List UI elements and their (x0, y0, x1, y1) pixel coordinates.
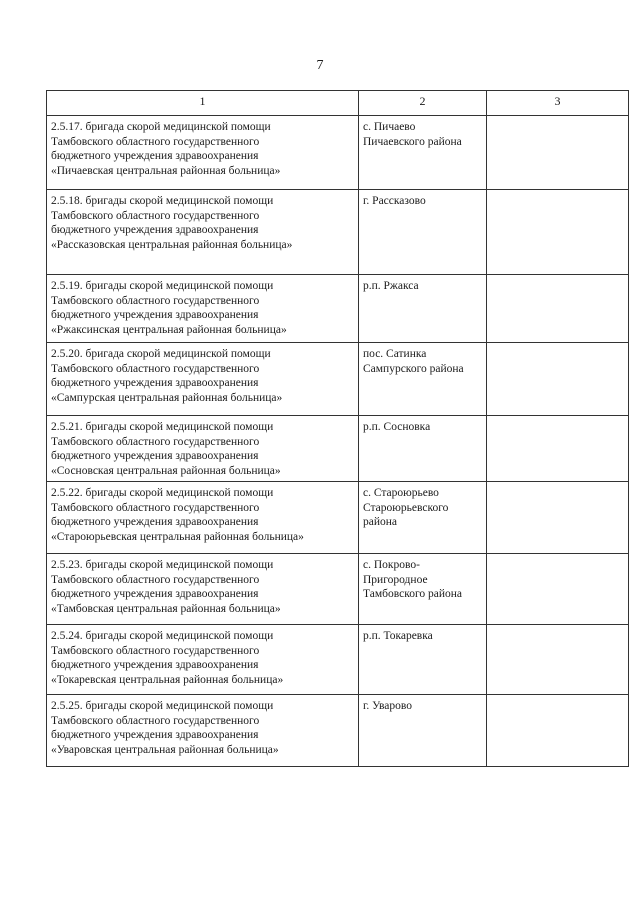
table-row (47, 275, 629, 343)
location-text: с. Покрово- Пригородное Тамбовского района (363, 559, 463, 601)
location-text: с. Пичаево Пичаевского района (363, 121, 462, 148)
table-row (47, 190, 629, 275)
location-text: с. Староюрьево Староюрьевского района (363, 487, 449, 529)
cell-location (359, 695, 487, 767)
cell-location (359, 482, 487, 554)
location-text: р.п. Ржакса (363, 280, 419, 292)
brigade-name-text: 2.5.24. бригады скорой медицинской помощи Тамбовского областного государственного бюджетного учреждения здравоохранения «Токаревская центральная районная больница» (51, 630, 284, 686)
cell-brigade-name (47, 343, 359, 416)
table-row (47, 695, 629, 767)
cell-brigade-name (47, 416, 359, 482)
brigade-name-text: 2.5.19. бригады скорой медицинской помощи Тамбовского областного государственного бюджетного учреждения здравоохранения «Ржаксинская центральная районная больница» (51, 280, 287, 336)
cell-location (359, 554, 487, 625)
location-text: г. Рассказово (363, 195, 426, 207)
location-text: р.п. Сосновка (363, 421, 431, 433)
cell-column-3 (487, 343, 629, 416)
cell-column-3 (487, 416, 629, 482)
brigade-name-text: 2.5.25. бригады скорой медицинской помощи Тамбовского областного государственного бюджетного учреждения здравоохранения «Уваровская центральная районная больница» (51, 700, 279, 756)
table-row (47, 625, 629, 695)
brigade-name-text: 2.5.18. бригады скорой медицинской помощи Тамбовского областного государственного бюджетного учреждения здравоохранения «Рассказовская центральная районная больница» (51, 195, 293, 251)
cell-location (359, 190, 487, 275)
cell-location (359, 416, 487, 482)
cell-brigade-name (47, 554, 359, 625)
brigade-name-text: 2.5.17. бригада скорой медицинской помощи Тамбовского областного государственного бюджетного учреждения здравоохранения «Пичаевская центральная районная больница» (51, 121, 281, 177)
cell-column-3 (487, 554, 629, 625)
table-row (47, 554, 629, 625)
page-number: 7 (316, 58, 324, 73)
table-row (47, 116, 629, 190)
cell-column-3 (487, 275, 629, 343)
cell-brigade-name (47, 116, 359, 190)
cell-column-3 (487, 625, 629, 695)
column-header-2: 2 (359, 91, 487, 116)
column-header-3: 3 (487, 91, 629, 116)
cell-location (359, 116, 487, 190)
cell-column-3 (487, 482, 629, 554)
table-row (47, 343, 629, 416)
brigade-name-text: 2.5.21. бригады скорой медицинской помощи Тамбовского областного государственного бюджетного учреждения здравоохранения «Сосновская центральная районная больница» (51, 421, 281, 477)
location-text: р.п. Токаревка (363, 630, 433, 642)
cell-brigade-name (47, 190, 359, 275)
location-text: пос. Сатинка Сампурского района (363, 348, 464, 375)
brigade-name-text: 2.5.20. бригада скорой медицинской помощи Тамбовского областного государственного бюджетного учреждения здравоохранения «Сампурская центральная районная больница» (51, 348, 283, 404)
cell-column-3 (487, 695, 629, 767)
cell-column-3 (487, 116, 629, 190)
table-body (47, 116, 629, 767)
cell-location (359, 275, 487, 343)
brigade-name-text: 2.5.23. бригады скорой медицинской помощи Тамбовского областного государственного бюджетного учреждения здравоохранения «Тамбовская центральная районная больница» (51, 559, 281, 615)
brigade-name-text: 2.5.22. бригады скорой медицинской помощи Тамбовского областного государственного бюджетного учреждения здравоохранения «Староюрьевская центральная районная больница» (51, 487, 304, 543)
document-table (46, 90, 629, 767)
location-text: г. Уварово (363, 700, 412, 712)
cell-brigade-name (47, 625, 359, 695)
cell-location (359, 343, 487, 416)
cell-brigade-name (47, 482, 359, 554)
table-row (47, 482, 629, 554)
cell-brigade-name (47, 275, 359, 343)
column-header-1: 1 (47, 91, 359, 116)
cell-column-3 (487, 190, 629, 275)
cell-brigade-name (47, 695, 359, 767)
cell-location (359, 625, 487, 695)
table-header-row (47, 91, 629, 116)
table-row (47, 416, 629, 482)
